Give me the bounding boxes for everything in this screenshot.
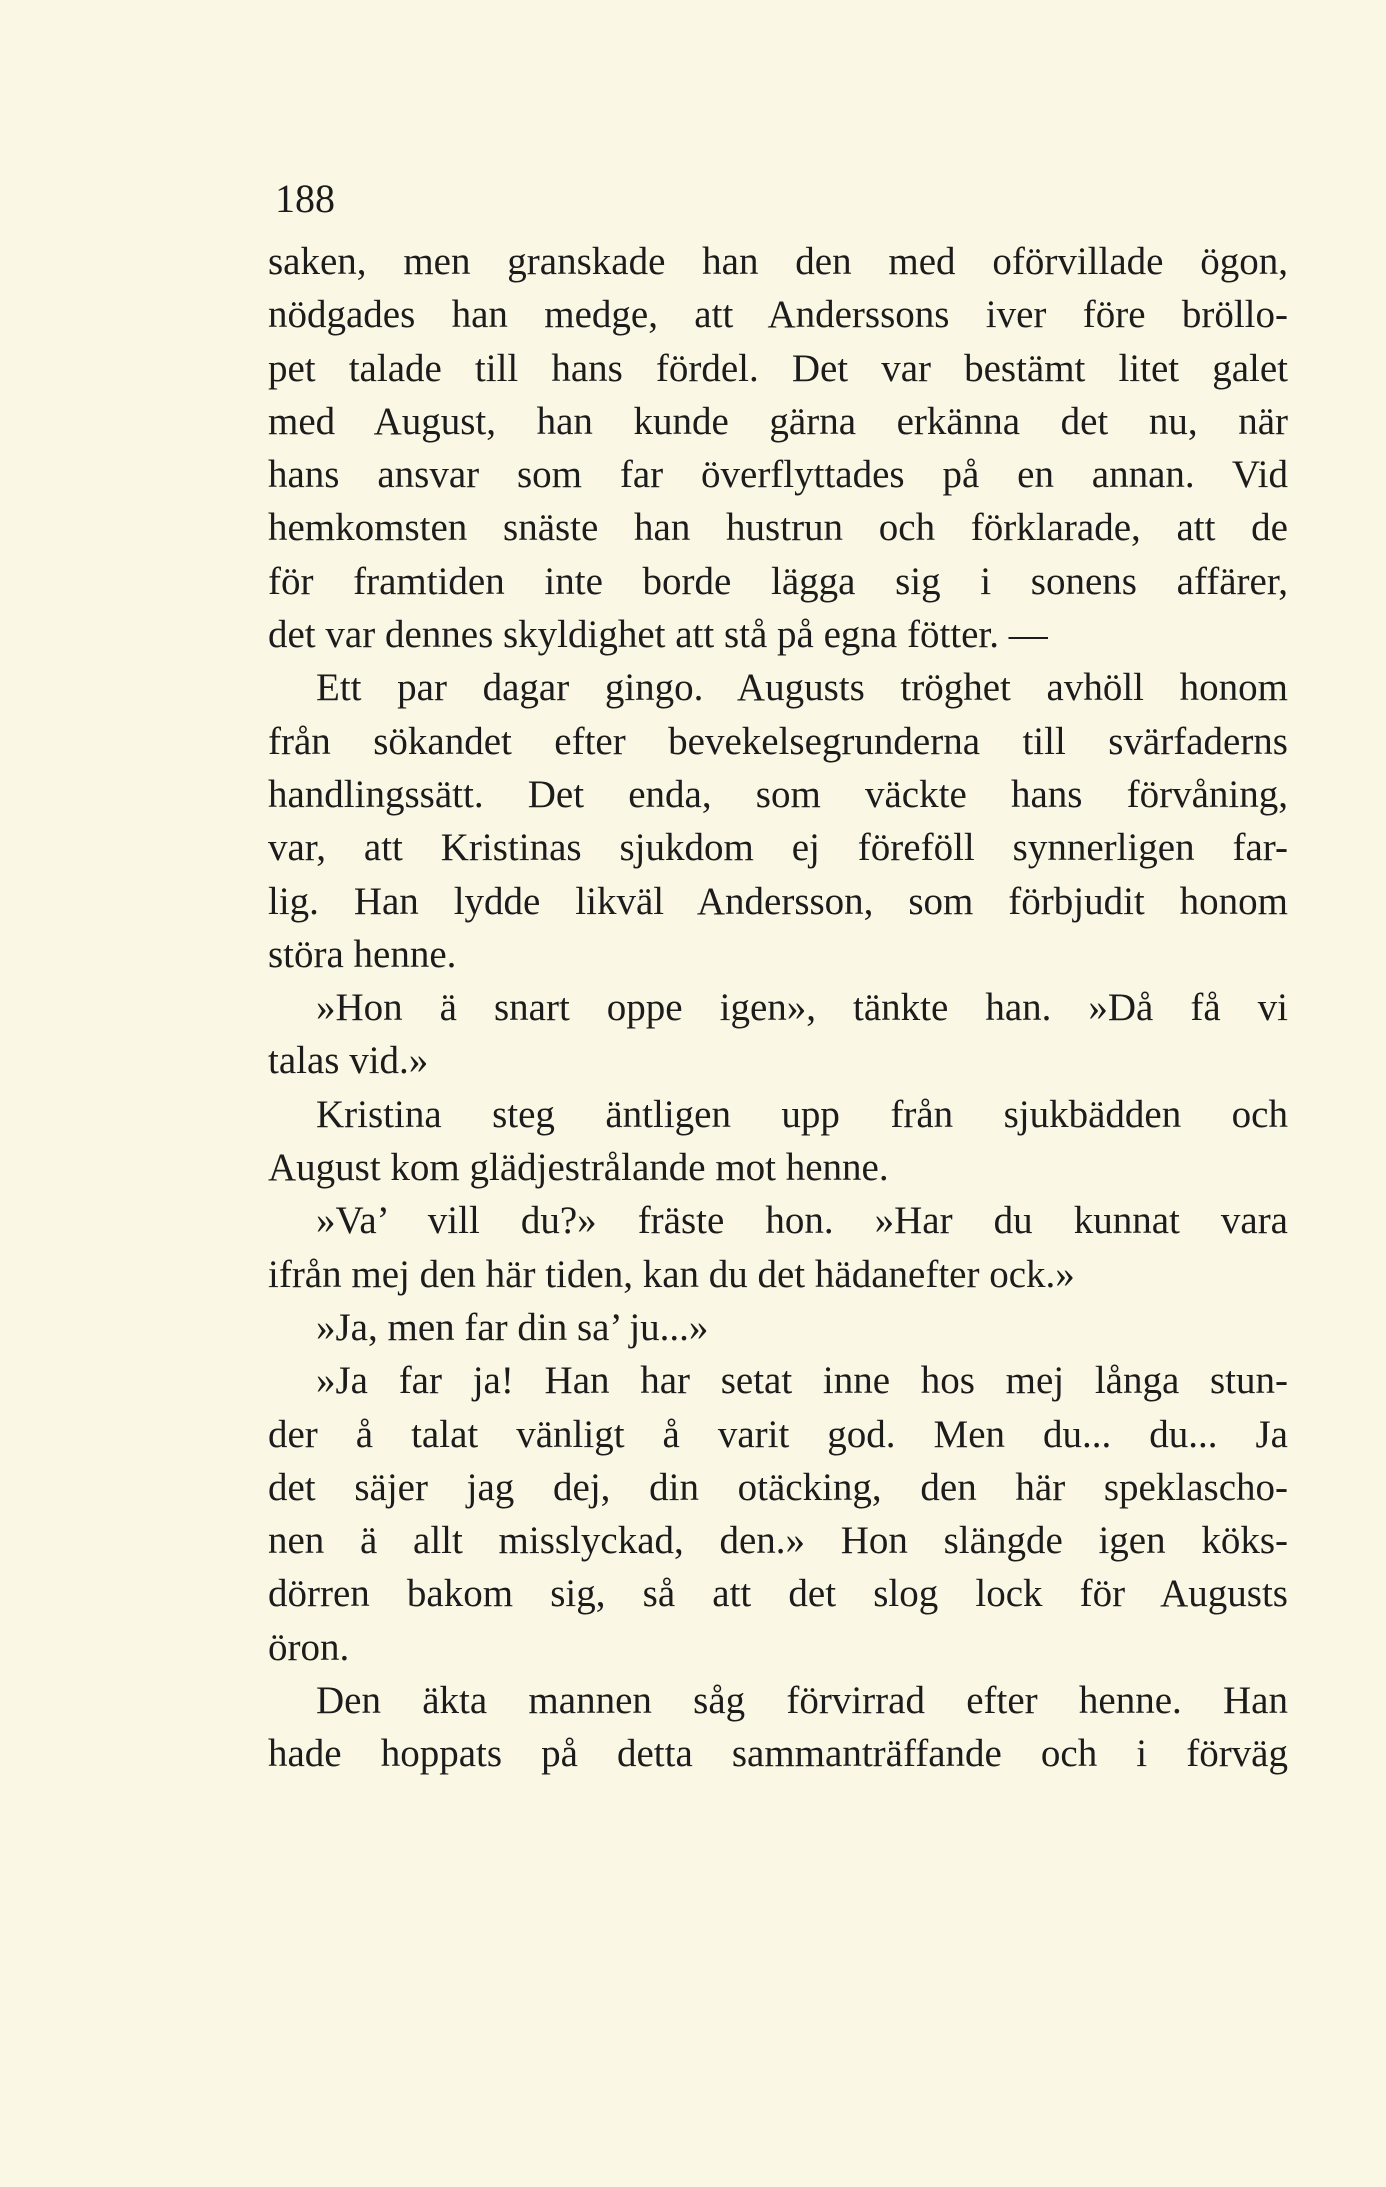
text-line: talas vid.»	[268, 1039, 429, 1083]
text-line: »Ja far ja! Han har setat inne hos mej långa stun-	[316, 1359, 1288, 1403]
text-line: nen ä allt misslyckad, den.» Hon slängde igen köks-	[268, 1519, 1288, 1563]
text-line: handlingssätt. Det enda, som väckte hans förvåning,	[268, 772, 1288, 816]
text-line: dörren bakom sig, så att det slog lock för Augusts	[268, 1572, 1288, 1616]
text-line: störa henne.	[268, 932, 457, 976]
text-line: nödgades han medge, att Anderssons iver före bröllo-	[268, 293, 1288, 337]
text-line: från sökandet efter bevekelsegrunderna till svärfaderns	[268, 719, 1288, 763]
text-line: hemkomsten snäste han hustrun och förklarade, att de	[268, 506, 1288, 550]
text-line: Kristina steg äntligen upp från sjukbädden och	[316, 1092, 1288, 1136]
text-line: lig. Han lydde likväl Andersson, som förbjudit honom	[268, 879, 1288, 923]
text-line: »Hon ä snart oppe igen», tänkte han. »Då få vi	[316, 986, 1288, 1030]
text-line: August kom glädjestrålande mot henne.	[268, 1146, 889, 1190]
text-line: var, att Kristinas sjukdom ej föreföll synnerligen far-	[268, 826, 1288, 870]
text-line: det säjer jag dej, din otäcking, den här speklascho-	[268, 1465, 1288, 1509]
text-line: »Ja, men far din sa’ ju...»	[316, 1305, 709, 1349]
text-line: saken, men granskade han den med oförvillade ögon,	[268, 240, 1288, 283]
page-number: 188	[275, 176, 335, 221]
text-line: pet talade till hans fördel. Det var bestämt litet galet	[268, 346, 1288, 390]
text-line: för framtiden inte borde lägga sig i sonens affärer,	[268, 559, 1288, 603]
text-line: Ett par dagar gingo. Augusts tröghet avhöll honom	[316, 666, 1288, 710]
text-line: det var dennes skyldighet att stå på egna fötter. —	[268, 613, 1048, 657]
text-line: hans ansvar som far överflyttades på en annan. Vid	[268, 453, 1288, 497]
body-text	[268, 235, 1288, 1781]
text-line: hade hoppats på detta sammanträffande och i förväg	[268, 1732, 1288, 1776]
text-line: öron.	[268, 1625, 350, 1669]
text-line: »Va’ vill du?» fräste hon. »Har du kunnat vara	[316, 1199, 1288, 1243]
text-line: Den äkta mannen såg förvirrad efter henne. Han	[316, 1679, 1288, 1723]
text-line: med August, han kunde gärna erkänna det nu, när	[268, 399, 1288, 443]
text-line: der å talat vänligt å varit god. Men du... du... Ja	[268, 1412, 1288, 1456]
text-line: ifrån mej den här tiden, kan du det hädanefter ock.»	[268, 1252, 1075, 1296]
